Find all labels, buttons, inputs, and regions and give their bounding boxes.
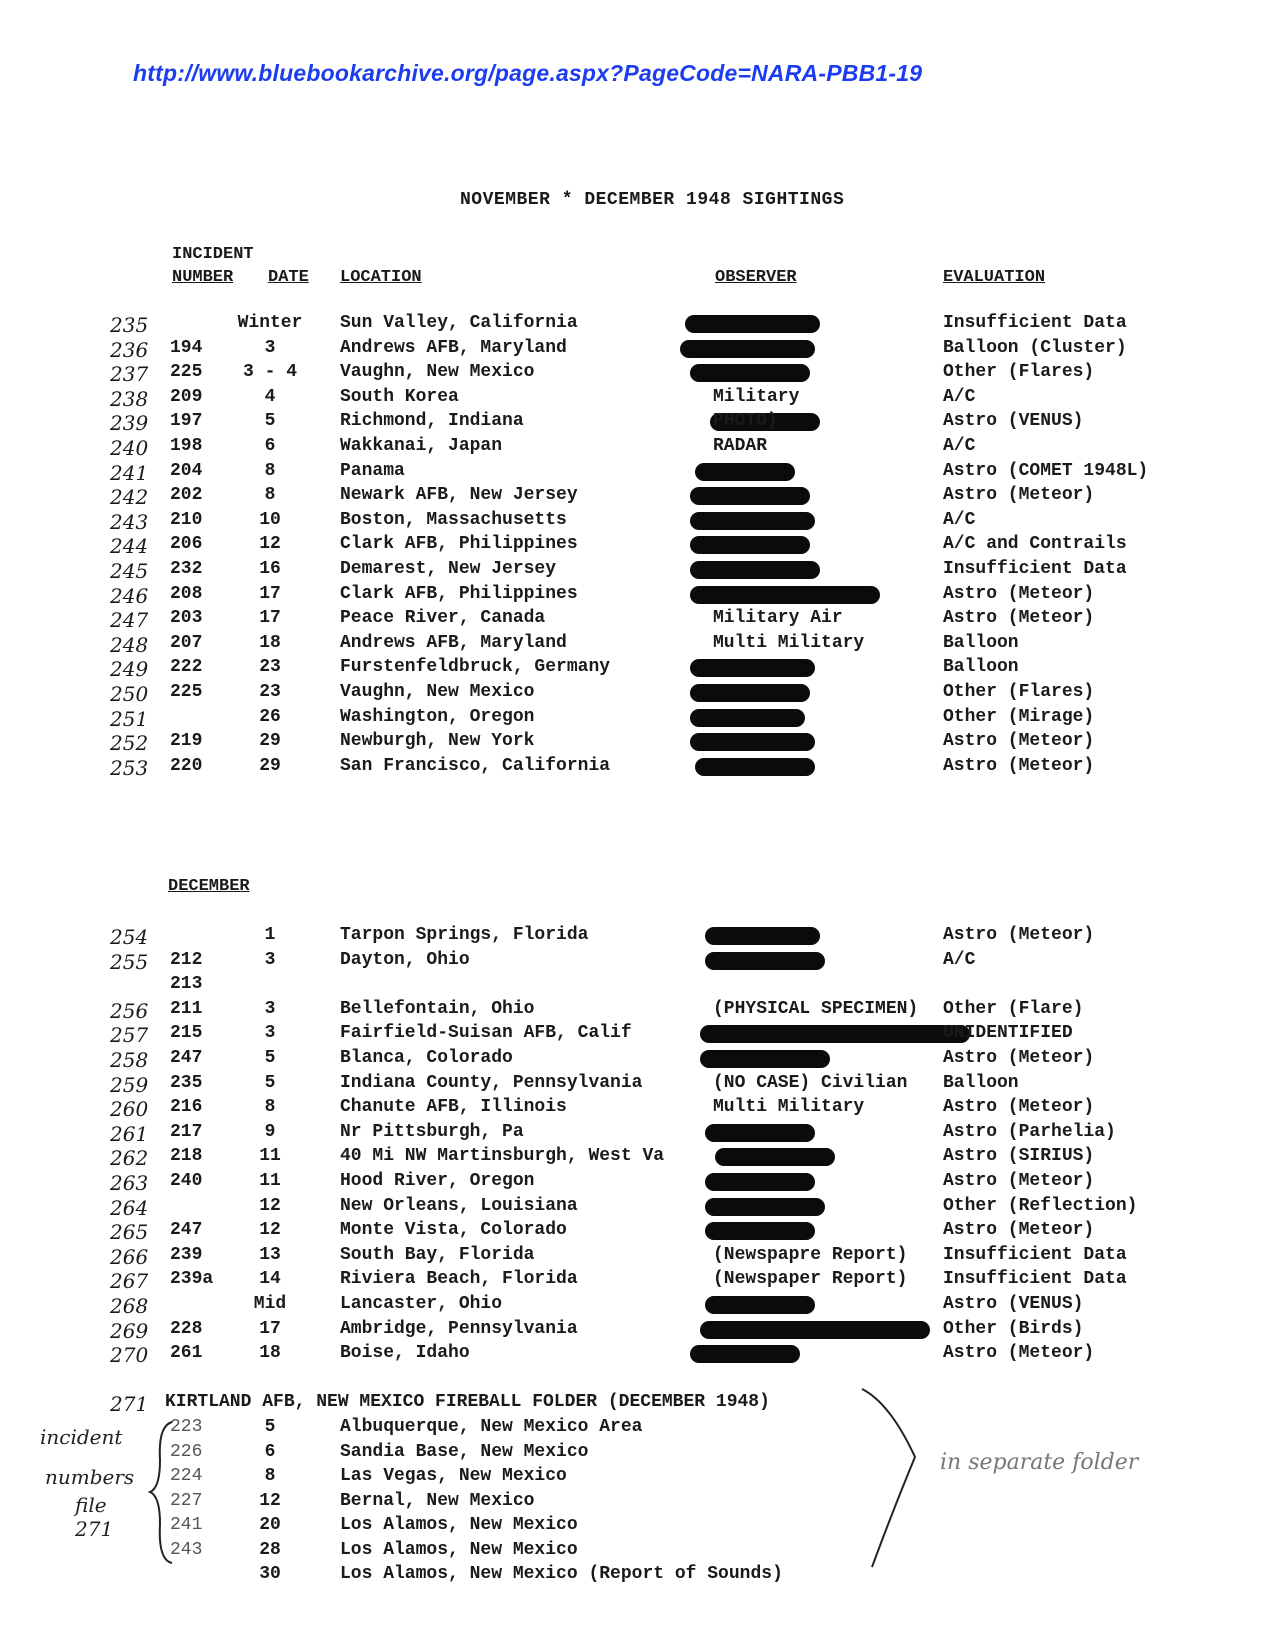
location-cell: Monte Vista, Colorado bbox=[340, 1220, 567, 1241]
header-incident: INCIDENT bbox=[172, 245, 254, 264]
location-cell: Los Alamos, New Mexico bbox=[340, 1539, 578, 1560]
incident-number: 262 bbox=[110, 1146, 149, 1171]
redaction-bar bbox=[705, 1296, 815, 1314]
number-cell: 225 bbox=[170, 682, 203, 702]
incident-number: 257 bbox=[110, 1023, 149, 1048]
incident-number: 253 bbox=[110, 755, 149, 780]
location-cell: South Bay, Florida bbox=[340, 1244, 535, 1265]
number-cell: 247 bbox=[170, 1048, 203, 1068]
table-row bbox=[0, 559, 1275, 583]
incident-number: 261 bbox=[110, 1121, 149, 1146]
evaluation-cell: Astro (COMET 1948L) bbox=[943, 460, 1149, 481]
number-cell: 222 bbox=[170, 657, 203, 678]
incident-number: 260 bbox=[110, 1097, 149, 1122]
redaction-bar bbox=[690, 733, 815, 751]
number-cell: 239 bbox=[170, 1244, 203, 1265]
number-cell: 225 bbox=[170, 362, 203, 383]
table-row bbox=[0, 682, 1275, 706]
observer-cell: (NO CASE) Civilian bbox=[713, 1072, 908, 1093]
date-cell: 29 bbox=[259, 755, 281, 776]
location-cell: Ambridge, Pennsylvania bbox=[340, 1318, 578, 1339]
date-cell: 3 bbox=[264, 998, 276, 1019]
evaluation-cell: Astro (Meteor) bbox=[943, 755, 1095, 776]
number-cell: 204 bbox=[170, 460, 203, 481]
location-cell: Vaughn, New Mexico bbox=[340, 362, 535, 383]
date-cell: 5 bbox=[264, 1417, 276, 1437]
location-cell: Panama bbox=[340, 460, 405, 481]
date-cell: 20 bbox=[259, 1515, 281, 1535]
location-cell: Los Alamos, New Mexico bbox=[340, 1515, 578, 1535]
date-cell: 23 bbox=[259, 682, 281, 702]
date-cell: 14 bbox=[259, 1269, 281, 1290]
location-cell: Andrews AFB, Maryland bbox=[340, 337, 567, 358]
date-cell: 3 bbox=[264, 949, 276, 970]
redaction-bar bbox=[690, 1345, 800, 1363]
evaluation-cell: A/C bbox=[943, 436, 976, 456]
date-cell: 8 bbox=[264, 485, 276, 506]
redaction-bar bbox=[700, 1025, 970, 1043]
location-cell: Hood River, Oregon bbox=[340, 1171, 535, 1191]
location-cell: Furstenfeldbruck, Germany bbox=[340, 657, 611, 678]
location-cell: Newburgh, New York bbox=[340, 731, 535, 752]
location-cell: Tarpon Springs, Florida bbox=[340, 925, 589, 945]
number-cell: 209 bbox=[170, 386, 203, 407]
incident-number: 252 bbox=[110, 731, 149, 756]
table-row bbox=[0, 731, 1275, 755]
table-row bbox=[0, 925, 1275, 949]
date-cell: 12 bbox=[259, 534, 281, 555]
incident-number: 270 bbox=[110, 1343, 149, 1368]
location-cell: Chanute AFB, Illinois bbox=[340, 1097, 567, 1118]
location-cell: Newark AFB, New Jersey bbox=[340, 485, 578, 506]
header-observer: OBSERVER bbox=[715, 268, 797, 287]
incident-number: 263 bbox=[110, 1171, 149, 1195]
evaluation-cell: Astro (Meteor) bbox=[943, 485, 1095, 506]
number-cell: 232 bbox=[170, 559, 203, 579]
table-row bbox=[0, 1220, 1275, 1244]
table-row bbox=[0, 1319, 1275, 1343]
kirtland-row bbox=[0, 1491, 1275, 1515]
evaluation-cell: Astro (Parhelia) bbox=[943, 1121, 1116, 1142]
location-cell: 40 Mi NW Martinsburgh, West Va bbox=[340, 1146, 665, 1167]
location-cell: Andrews AFB, Maryland bbox=[340, 632, 567, 653]
number-cell: 198 bbox=[170, 436, 203, 456]
date-cell: 29 bbox=[259, 731, 281, 752]
brace-left bbox=[148, 1420, 178, 1565]
number-cell: 218 bbox=[170, 1146, 203, 1167]
evaluation-cell: Other (Flare) bbox=[943, 998, 1084, 1019]
header-evaluation: EVALUATION bbox=[943, 268, 1046, 287]
number-cell: 239a bbox=[170, 1269, 214, 1290]
number-cell: 212 bbox=[170, 949, 203, 970]
kirtland-heading: KIRTLAND AFB, NEW MEXICO FIREBALL FOLDER (DECEMBER 1948) bbox=[165, 1392, 770, 1412]
kirtland-row bbox=[0, 1540, 1275, 1564]
december-header: DECEMBER bbox=[168, 877, 250, 896]
number-cell: 226 bbox=[170, 1441, 203, 1462]
header-location: LOCATION bbox=[340, 268, 422, 287]
table-row bbox=[0, 362, 1275, 386]
observer-cell: RADAR bbox=[713, 436, 768, 456]
table-row bbox=[0, 1048, 1275, 1072]
incident-number: 267 bbox=[110, 1269, 149, 1294]
incident-number: 271 bbox=[110, 1392, 149, 1416]
redaction-bar bbox=[715, 1148, 835, 1166]
date-cell: 17 bbox=[259, 1318, 281, 1339]
date-cell: Winter bbox=[237, 313, 303, 333]
date-cell: 12 bbox=[259, 1490, 281, 1511]
evaluation-cell: Balloon bbox=[943, 1072, 1019, 1093]
observer-cell: (Newspapre Report) bbox=[713, 1244, 908, 1265]
incident-number: 236 bbox=[110, 337, 149, 362]
location-cell: Los Alamos, New Mexico (Report of Sounds) bbox=[340, 1564, 783, 1584]
table-row bbox=[0, 633, 1275, 657]
location-cell: Sandia Base, New Mexico bbox=[340, 1441, 589, 1462]
redaction-bar bbox=[690, 586, 880, 604]
table-row bbox=[0, 338, 1275, 362]
evaluation-cell: A/C bbox=[943, 949, 976, 970]
table-row bbox=[0, 1023, 1275, 1047]
date-cell: 12 bbox=[259, 1220, 281, 1241]
header-number: NUMBER bbox=[172, 268, 234, 287]
date-cell: 16 bbox=[259, 559, 281, 579]
location-cell: Richmond, Indiana bbox=[340, 411, 524, 432]
location-cell: Boise, Idaho bbox=[340, 1343, 470, 1364]
number-cell: 216 bbox=[170, 1097, 203, 1118]
incident-number: 250 bbox=[110, 682, 149, 706]
table-row bbox=[0, 534, 1275, 558]
side-note-line3: file bbox=[75, 1493, 107, 1517]
evaluation-cell: Astro (Meteor) bbox=[943, 1171, 1095, 1191]
date-cell: 8 bbox=[264, 460, 276, 481]
date-cell: 30 bbox=[259, 1564, 281, 1584]
redaction-bar bbox=[695, 463, 795, 481]
date-cell: Mid bbox=[253, 1294, 287, 1314]
date-cell: 11 bbox=[259, 1171, 281, 1191]
evaluation-cell: Other (Flares) bbox=[943, 682, 1095, 702]
redaction-bar bbox=[705, 952, 825, 970]
location-cell: Dayton, Ohio bbox=[340, 949, 470, 970]
number-cell: 243 bbox=[170, 1539, 203, 1560]
incident-number: 237 bbox=[110, 362, 149, 387]
evaluation-cell: Astro (Meteor) bbox=[943, 1048, 1095, 1068]
kirtland-heading-row bbox=[0, 1392, 1275, 1416]
side-note-line4: 271 bbox=[75, 1517, 114, 1541]
incident-number: 243 bbox=[110, 509, 149, 534]
evaluation-cell: Balloon bbox=[943, 657, 1019, 678]
redaction-bar bbox=[690, 561, 820, 579]
number-cell: 213 bbox=[170, 974, 203, 995]
observer-cell: Multi Military bbox=[713, 632, 865, 653]
evaluation-cell: Insufficient Data bbox=[943, 1244, 1127, 1265]
location-cell: Wakkanai, Japan bbox=[340, 436, 503, 456]
table-row bbox=[0, 1245, 1275, 1269]
redaction-bar bbox=[690, 487, 810, 505]
kirtland-row bbox=[0, 1564, 1275, 1588]
location-cell: Albuquerque, New Mexico Area bbox=[340, 1417, 643, 1437]
redaction-bar bbox=[690, 536, 810, 554]
table-row bbox=[0, 1122, 1275, 1146]
evaluation-cell: Astro (Meteor) bbox=[943, 731, 1095, 752]
redaction-bar bbox=[705, 927, 820, 945]
observer-cell: (PHYSICAL SPECIMEN) bbox=[713, 998, 919, 1019]
location-cell: Peace River, Canada bbox=[340, 608, 546, 629]
table-row bbox=[0, 1269, 1275, 1293]
table-row bbox=[0, 387, 1275, 411]
side-note-line2: numbers bbox=[45, 1465, 135, 1489]
incident-number: 248 bbox=[110, 632, 149, 657]
date-cell: 6 bbox=[264, 1441, 276, 1462]
evaluation-cell: A/C bbox=[943, 509, 976, 530]
table-row bbox=[0, 1097, 1275, 1121]
number-cell: 211 bbox=[170, 998, 203, 1019]
redaction-bar bbox=[690, 709, 805, 727]
location-cell: Fairfield-Suisan AFB, Calif bbox=[340, 1023, 632, 1044]
location-cell: South Korea bbox=[340, 386, 459, 407]
date-cell: 26 bbox=[259, 706, 281, 727]
date-cell: 9 bbox=[264, 1121, 276, 1142]
incident-number: 239 bbox=[110, 411, 149, 436]
number-cell: 261 bbox=[170, 1343, 203, 1364]
redaction-bar bbox=[680, 340, 815, 358]
evaluation-cell: Astro (VENUS) bbox=[943, 1294, 1084, 1314]
evaluation-cell: Astro (Meteor) bbox=[943, 1097, 1095, 1118]
table-row bbox=[0, 1294, 1275, 1318]
table-row bbox=[0, 707, 1275, 731]
date-cell: 17 bbox=[259, 583, 281, 604]
table-row bbox=[0, 1343, 1275, 1367]
evaluation-cell: Astro (Meteor) bbox=[943, 583, 1095, 604]
brace-right bbox=[860, 1385, 920, 1575]
evaluation-cell: Insufficient Data bbox=[943, 1269, 1127, 1290]
table-row bbox=[0, 974, 1275, 998]
location-cell: Demarest, New Jersey bbox=[340, 559, 557, 579]
header-date: DATE bbox=[268, 268, 309, 287]
location-cell: San Francisco, California bbox=[340, 755, 611, 776]
redaction-bar bbox=[700, 1321, 930, 1339]
date-cell: 3 bbox=[264, 337, 276, 358]
table-row bbox=[0, 461, 1275, 485]
number-cell: 241 bbox=[170, 1515, 203, 1535]
number-cell: 210 bbox=[170, 509, 203, 530]
number-cell: 228 bbox=[170, 1318, 203, 1339]
redaction-bar bbox=[690, 659, 815, 677]
number-cell: 247 bbox=[170, 1220, 203, 1241]
table-row bbox=[0, 485, 1275, 509]
redaction-bar bbox=[690, 512, 815, 530]
incident-number: 264 bbox=[110, 1195, 149, 1220]
incident-number: 242 bbox=[110, 485, 149, 510]
date-cell: 5 bbox=[264, 1048, 276, 1068]
observer-cell: Military bbox=[713, 386, 800, 407]
observer-cell: (Newspaper Report) bbox=[713, 1269, 908, 1290]
location-cell: Riviera Beach, Florida bbox=[340, 1269, 578, 1290]
location-cell: Blanca, Colorado bbox=[340, 1048, 513, 1068]
date-cell: 28 bbox=[259, 1539, 281, 1560]
location-cell: Boston, Massachusetts bbox=[340, 509, 567, 530]
location-cell: New Orleans, Louisiana bbox=[340, 1195, 578, 1216]
incident-number: 246 bbox=[110, 583, 149, 608]
date-cell: 1 bbox=[264, 925, 276, 945]
table-row bbox=[0, 950, 1275, 974]
date-cell: 23 bbox=[259, 657, 281, 678]
table-row bbox=[0, 436, 1275, 460]
evaluation-cell: Balloon (Cluster) bbox=[943, 337, 1127, 358]
date-cell: 18 bbox=[259, 1343, 281, 1364]
observer-cell: Military Air bbox=[713, 608, 843, 629]
number-cell: 223 bbox=[170, 1417, 203, 1437]
incident-number: 251 bbox=[110, 706, 149, 731]
number-cell: 240 bbox=[170, 1171, 203, 1191]
incident-number: 245 bbox=[110, 559, 149, 583]
table-row bbox=[0, 313, 1275, 337]
location-cell: Lancaster, Ohio bbox=[340, 1294, 503, 1314]
table-row bbox=[0, 608, 1275, 632]
side-note-line1: incident bbox=[40, 1425, 123, 1449]
redaction-bar bbox=[685, 315, 820, 333]
location-cell: Clark AFB, Philippines bbox=[340, 534, 578, 555]
location-cell: Indiana County, Pennsylvania bbox=[340, 1072, 643, 1093]
table-row bbox=[0, 510, 1275, 534]
date-cell: 17 bbox=[259, 608, 281, 629]
incident-number: 240 bbox=[110, 436, 149, 460]
date-cell: 13 bbox=[259, 1244, 281, 1265]
table-row bbox=[0, 1146, 1275, 1170]
incident-number: 254 bbox=[110, 925, 149, 949]
number-cell: 219 bbox=[170, 731, 203, 752]
number-cell: 220 bbox=[170, 755, 203, 776]
redaction-bar bbox=[705, 1222, 815, 1240]
location-cell: Sun Valley, California bbox=[340, 313, 578, 333]
number-cell: 224 bbox=[170, 1466, 203, 1486]
date-cell: 8 bbox=[264, 1097, 276, 1118]
table-row bbox=[0, 1171, 1275, 1195]
table-row bbox=[0, 1073, 1275, 1097]
incident-number: 241 bbox=[110, 460, 149, 485]
evaluation-cell: Other (Flares) bbox=[943, 362, 1095, 383]
table-row bbox=[0, 584, 1275, 608]
evaluation-cell: UNIDENTIFIED bbox=[943, 1023, 1073, 1044]
evaluation-cell: Other (Reflection) bbox=[943, 1195, 1138, 1216]
incident-number: 249 bbox=[110, 657, 149, 682]
number-cell: 206 bbox=[170, 534, 203, 555]
incident-number: 238 bbox=[110, 386, 149, 411]
observer-cell: PHOTO) bbox=[713, 411, 778, 432]
incident-number: 247 bbox=[110, 608, 149, 633]
incident-number: 255 bbox=[110, 949, 149, 974]
date-cell: 4 bbox=[264, 386, 276, 407]
evaluation-cell: Astro (SIRIUS) bbox=[943, 1146, 1095, 1167]
number-cell: 207 bbox=[170, 632, 203, 653]
table-row bbox=[0, 999, 1275, 1023]
evaluation-cell: Astro (Meteor) bbox=[943, 1220, 1095, 1241]
kirtland-row bbox=[0, 1515, 1275, 1539]
observer-cell: Multi Military bbox=[713, 1097, 865, 1118]
table-row bbox=[0, 756, 1275, 780]
redaction-bar bbox=[690, 364, 810, 382]
date-cell: 6 bbox=[264, 436, 276, 456]
date-cell: 18 bbox=[259, 632, 281, 653]
incident-number: 256 bbox=[110, 998, 149, 1023]
evaluation-cell: Other (Birds) bbox=[943, 1318, 1084, 1339]
redaction-bar bbox=[705, 1173, 815, 1191]
evaluation-cell: Other (Mirage) bbox=[943, 706, 1095, 727]
number-cell: 194 bbox=[170, 337, 203, 358]
number-cell: 227 bbox=[170, 1490, 203, 1511]
location-cell: Bellefontain, Ohio bbox=[340, 998, 535, 1019]
number-cell: 203 bbox=[170, 608, 203, 629]
evaluation-cell: Insufficient Data bbox=[943, 313, 1127, 333]
table-row bbox=[0, 411, 1275, 435]
evaluation-cell: Astro (Meteor) bbox=[943, 608, 1095, 629]
date-cell: 3 - 4 bbox=[242, 362, 297, 383]
evaluation-cell: A/C bbox=[943, 386, 976, 407]
redaction-bar bbox=[705, 1124, 815, 1142]
location-cell: Vaughn, New Mexico bbox=[340, 682, 535, 702]
table-row bbox=[0, 1196, 1275, 1220]
number-cell: 197 bbox=[170, 411, 203, 432]
location-cell: Washington, Oregon bbox=[340, 706, 535, 727]
incident-number: 244 bbox=[110, 534, 149, 559]
source-url[interactable]: http://www.bluebookarchive.org/page.aspx?PageCode=NARA-PBB1-19 bbox=[133, 60, 923, 86]
number-cell: 235 bbox=[170, 1072, 203, 1093]
incident-number: 259 bbox=[110, 1072, 149, 1097]
location-cell: Clark AFB, Philippines bbox=[340, 583, 578, 604]
table-row bbox=[0, 657, 1275, 681]
incident-number: 268 bbox=[110, 1294, 149, 1318]
date-cell: 3 bbox=[264, 1023, 276, 1044]
redaction-bar bbox=[700, 1050, 830, 1068]
date-cell: 8 bbox=[264, 1466, 276, 1486]
date-cell: 5 bbox=[264, 411, 276, 432]
evaluation-cell: A/C and Contrails bbox=[943, 534, 1127, 555]
date-cell: 5 bbox=[264, 1072, 276, 1093]
number-cell: 215 bbox=[170, 1023, 203, 1044]
date-cell: 10 bbox=[259, 509, 281, 530]
evaluation-cell: Balloon bbox=[943, 632, 1019, 653]
evaluation-cell: Astro (Meteor) bbox=[943, 925, 1095, 945]
redaction-bar bbox=[690, 684, 810, 702]
date-cell: 12 bbox=[259, 1195, 281, 1216]
kirtland-row bbox=[0, 1417, 1275, 1441]
incident-number: 265 bbox=[110, 1220, 149, 1245]
incident-number: 266 bbox=[110, 1244, 149, 1269]
incident-number: 235 bbox=[110, 313, 149, 337]
number-cell: 217 bbox=[170, 1121, 203, 1142]
date-cell: 11 bbox=[259, 1146, 281, 1167]
redaction-bar bbox=[695, 758, 815, 776]
incident-number: 269 bbox=[110, 1318, 149, 1343]
evaluation-cell: Astro (VENUS) bbox=[943, 411, 1084, 432]
number-cell: 202 bbox=[170, 485, 203, 506]
redaction-bar bbox=[705, 1198, 825, 1216]
evaluation-cell: Insufficient Data bbox=[943, 559, 1127, 579]
incident-number: 258 bbox=[110, 1048, 149, 1072]
evaluation-cell: Astro (Meteor) bbox=[943, 1343, 1095, 1364]
right-note: in separate folder bbox=[940, 1450, 1139, 1475]
number-cell: 208 bbox=[170, 583, 203, 604]
location-cell: Las Vegas, New Mexico bbox=[340, 1466, 567, 1486]
page-title: NOVEMBER * DECEMBER 1948 SIGHTINGS bbox=[460, 190, 845, 210]
location-cell: Nr Pittsburgh, Pa bbox=[340, 1121, 524, 1142]
location-cell: Bernal, New Mexico bbox=[340, 1490, 535, 1511]
